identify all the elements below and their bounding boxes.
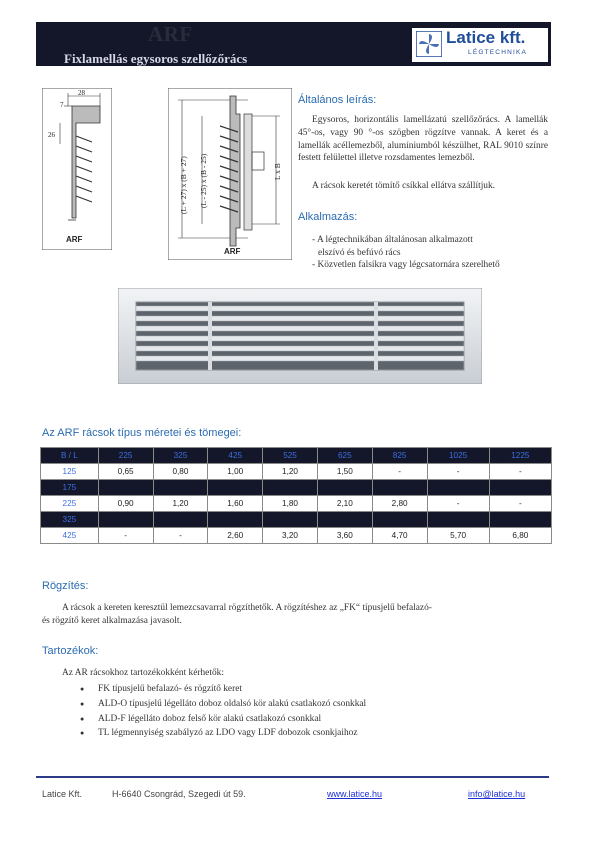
table-cell <box>208 480 263 496</box>
table-cell: 2,10 <box>317 496 372 512</box>
table-cell: 3,60 <box>317 528 372 544</box>
accessories-list <box>80 682 366 741</box>
table-cell: - <box>427 464 489 480</box>
list-item: ● ALD-O típusjelű légelláto doboz oldalsó kör alakú csatlakozó csonkkal <box>80 697 366 712</box>
table-cell: 1,80 <box>263 496 318 512</box>
dimensions-table <box>40 447 552 544</box>
table-cell: 125 <box>41 464 99 480</box>
company-logo <box>412 28 548 62</box>
table-cell: 1,50 <box>317 464 372 480</box>
table-cell <box>427 480 489 496</box>
table-cell: 0,65 <box>98 464 153 480</box>
list-item: elszívó és befúvó rács <box>318 247 401 258</box>
table-cell: 1,00 <box>208 464 263 480</box>
dimension-drawing <box>168 88 292 260</box>
page-title: ARF <box>148 22 193 46</box>
column-header: 1225 <box>489 448 551 464</box>
product-photo <box>118 288 482 384</box>
column-header: 525 <box>263 448 318 464</box>
table-cell: 175 <box>41 480 99 496</box>
logo-name: Latice kft. <box>446 28 526 47</box>
table-cell <box>263 512 318 528</box>
table-row <box>41 512 552 528</box>
table-cell: 225 <box>41 496 99 512</box>
table-cell: - <box>372 464 427 480</box>
page-subtitle: Fixlamellás egysoros szellőzőrács <box>64 51 248 66</box>
table-cell: 3,20 <box>263 528 318 544</box>
fixing-line-1: A rácsok a kereten keresztül lemezcsavarral rögzíthetők. A rögzítéshez az „FK“ típusjelű befalazó- <box>62 603 432 613</box>
column-header: 325 <box>153 448 208 464</box>
table-cell: - <box>153 528 208 544</box>
table-cell <box>317 512 372 528</box>
table-cell <box>153 480 208 496</box>
fixing-line-2: és rögzítő keret alkalmazása javasolt. <box>42 616 182 626</box>
table-cell: - <box>489 496 551 512</box>
table-cell <box>98 480 153 496</box>
table-cell: 2,60 <box>208 528 263 544</box>
table-heading: Az ARF rácsok típus méretei és tömegei: <box>42 427 242 439</box>
profile-drawing <box>42 88 112 250</box>
table-row <box>41 480 552 496</box>
footer-email-link[interactable]: info@latice.hu <box>468 789 526 799</box>
footer-web-link[interactable]: www.latice.hu <box>327 789 383 799</box>
dim-inner-label: (L - 25) x (B - 25) <box>199 153 208 208</box>
table-cell <box>208 512 263 528</box>
table-cell: 1,20 <box>263 464 318 480</box>
general-heading: Általános leírás: <box>298 94 377 106</box>
usage-heading: Alkalmazás: <box>298 211 358 223</box>
table-cell <box>98 512 153 528</box>
column-header: 425 <box>208 448 263 464</box>
column-header: 825 <box>372 448 427 464</box>
table-row <box>41 464 552 480</box>
column-header: 625 <box>317 448 372 464</box>
list-item: ● FK típusjelű befalazó- és rögzítő keret <box>80 682 366 697</box>
table-cell: 0,80 <box>153 464 208 480</box>
left-drawing-caption: ARF <box>66 235 83 244</box>
table-cell: 425 <box>41 528 99 544</box>
table-cell: 325 <box>41 512 99 528</box>
accessories-intro: Az AR rácsokhoz tartozékokként kérhetők: <box>62 668 224 678</box>
list-item: - A légtechnikában általánosan alkalmazott <box>312 235 473 245</box>
list-item: ● ALD-F légelláto doboz felső kör alakú csatlakozó csonkkal <box>80 712 366 727</box>
table-cell <box>153 512 208 528</box>
right-drawing-caption: ARF <box>224 247 241 256</box>
table-row <box>41 496 552 512</box>
table-row <box>41 528 552 544</box>
dim-top-label: 28 <box>78 89 85 97</box>
column-header: B / L <box>41 448 99 464</box>
dim-outer-label: (L + 27) x (B + 27) <box>179 156 188 214</box>
footer-company: Latice Kft. <box>42 789 83 799</box>
footer-address: H-6640 Csongrád, Szegedi út 59. <box>112 789 246 799</box>
table-cell <box>372 512 427 528</box>
accessories-heading: Tartozékok: <box>42 645 99 657</box>
table-cell <box>372 480 427 496</box>
dim-side-label: 26 <box>48 131 55 139</box>
table-cell <box>427 512 489 528</box>
table-cell: 5,70 <box>427 528 489 544</box>
table-cell: 1,60 <box>208 496 263 512</box>
list-item: - Közvetlen falsíkra vagy légcsatornára szerelhető <box>312 260 500 270</box>
table-cell: 2,80 <box>372 496 427 512</box>
table-cell: 4,70 <box>372 528 427 544</box>
column-header: 225 <box>98 448 153 464</box>
table-cell: 6,80 <box>489 528 551 544</box>
table-cell <box>489 480 551 496</box>
logo-fan-icon <box>416 31 442 57</box>
table-cell <box>263 480 318 496</box>
dim-small-label: 7 <box>60 101 64 109</box>
column-header: 1025 <box>427 448 489 464</box>
list-item: ● TL légmennyiség szabályzó az LDO vagy LDF dobozok csonkjaihoz <box>80 726 366 741</box>
usage-list <box>312 234 500 272</box>
fixing-heading: Rögzítés: <box>42 580 89 592</box>
footer-divider <box>36 776 549 778</box>
table-header-row <box>41 448 552 464</box>
logo-tagline: LÉGTECHNIKA <box>468 49 528 56</box>
table-cell: 1,20 <box>153 496 208 512</box>
general-paragraph: Egysoros, horizontális lamellázatú szellőzőrács. A lamellák 45°-os, vagy 90 °-os szögben rögzítve vannak. A keret és a lamellák acéllemezből, alumíniumból készülhet, RAL 9010 színre festett felülettel illetve rozsdamentes lemezből. <box>298 115 548 164</box>
general-note: A rácsok keretét tömítő csíkkal ellátva szállítjuk. <box>312 181 496 191</box>
table-cell: - <box>489 464 551 480</box>
table-cell: - <box>427 496 489 512</box>
table-cell <box>317 480 372 496</box>
table-cell: - <box>98 528 153 544</box>
table-cell: 0,90 <box>98 496 153 512</box>
dim-core-label: L x B <box>273 163 282 180</box>
table-cell <box>489 512 551 528</box>
